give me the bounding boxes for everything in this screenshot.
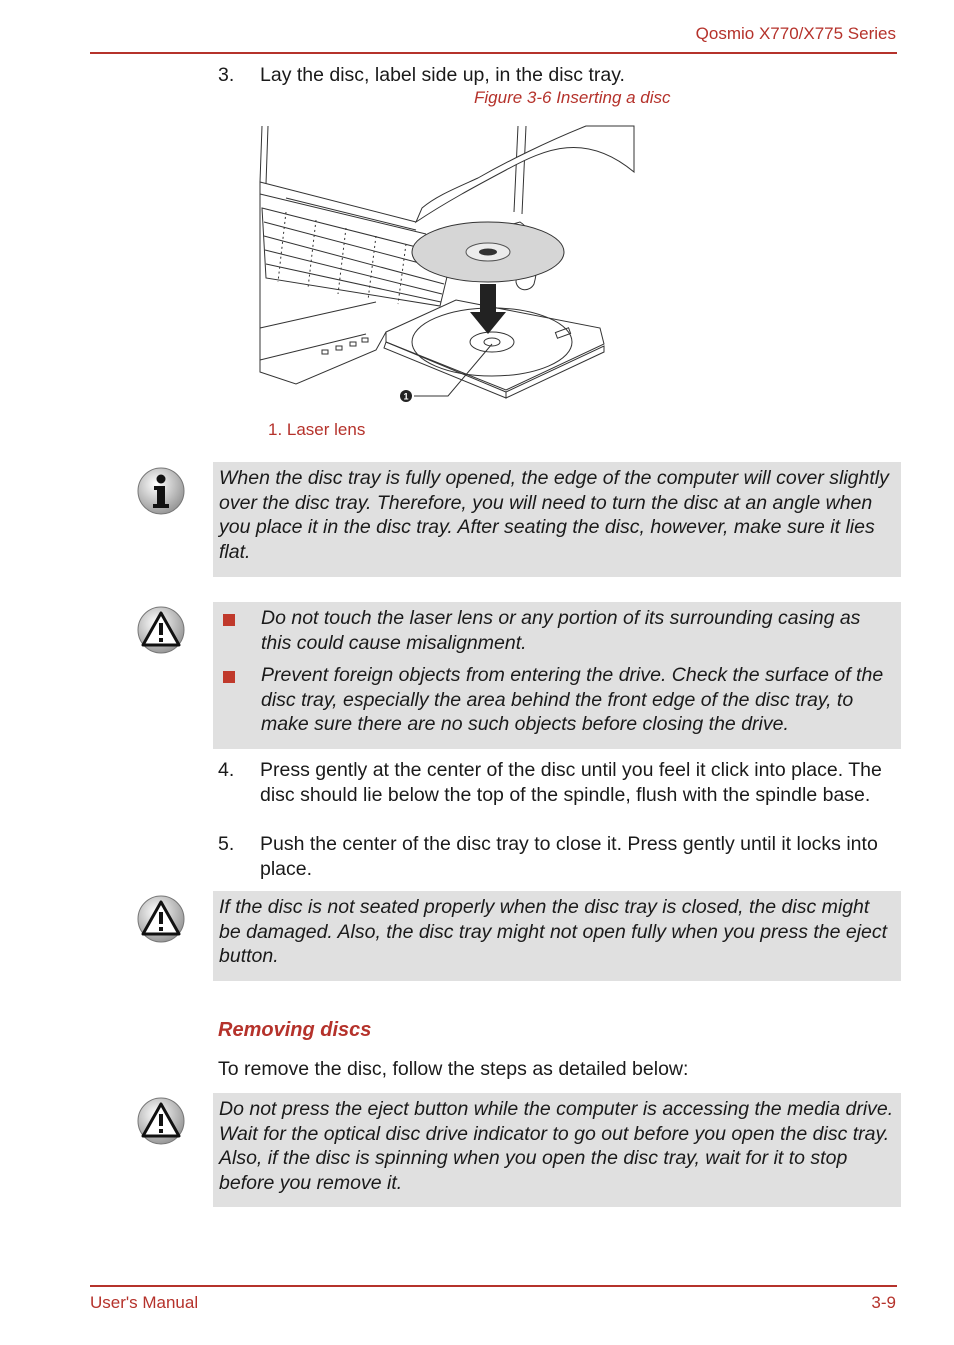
warning-item (219, 606, 895, 655)
running-header: Qosmio X770/X775 Series (695, 24, 896, 43)
warning-item (219, 663, 895, 737)
warning-note-text: If the disc is not seated properly when the disc tray is closed, the disc might be damaged. Also, the disc tray might not open fully when you press the eject button. (219, 896, 888, 967)
warning-item-text: Prevent foreign objects from entering the drive. Check the surface of the disc tray, especially the area behind the front edge of the disc tray, to make sure there are no such objects before closing the drive. (261, 664, 884, 735)
bullet-square (223, 671, 235, 683)
bullet-square (223, 614, 235, 626)
info-note (213, 462, 901, 577)
step-number: 4. (218, 759, 235, 781)
callout-label: 1. Laser lens (268, 420, 366, 439)
footer-rule (90, 1285, 897, 1287)
step-3 (218, 63, 898, 88)
step-number: 3. (218, 64, 235, 86)
section-intro: To remove the disc, follow the steps as detailed below: (218, 1058, 689, 1080)
step-number: 5. (218, 833, 235, 855)
warning-icon (136, 1096, 186, 1146)
step-4 (218, 758, 898, 807)
footer-manual-title: User's Manual (90, 1293, 199, 1312)
warning-note (213, 1093, 901, 1207)
callout-number: 1 (403, 391, 409, 402)
warning-icon (136, 605, 186, 655)
warning-list-note (213, 602, 901, 749)
info-note-text: When the disc tray is fully opened, the edge of the computer will cover slightly over the disc tray. Therefore, you will need to turn the disc at an angle when you place it in the disc tray. After seating the disc, however, make sure it lies flat. (219, 467, 889, 563)
warning-item-text: Do not touch the laser lens or any portion of its surrounding casing as this could cause misalignment. (261, 607, 861, 654)
inserting-disc-figure (256, 122, 646, 412)
step-5 (218, 832, 898, 881)
warning-note-text: Do not press the eject button while the computer is accessing the media drive. Wait for the optical disc drive indicator to go out before you open the disc tray. Also, if the disc is spinning when you open the disc tray, wait for it to stop before you remove it. (219, 1098, 894, 1194)
warning-note (213, 891, 901, 981)
section-title: Removing discs (218, 1019, 372, 1041)
page-number: 3-9 (871, 1293, 896, 1312)
step-text: Press gently at the center of the disc until you feel it click into place. The disc should lie below the top of the spindle, flush with the spindle base. (260, 759, 882, 806)
step-text: Lay the disc, label side up, in the disc tray. (260, 64, 625, 86)
header-rule (90, 52, 897, 54)
figure-caption: Figure 3-6 Inserting a disc (474, 88, 671, 107)
warning-icon (136, 894, 186, 944)
info-icon (136, 466, 186, 516)
step-text: Push the center of the disc tray to close it. Press gently until it locks into place. (260, 833, 878, 880)
